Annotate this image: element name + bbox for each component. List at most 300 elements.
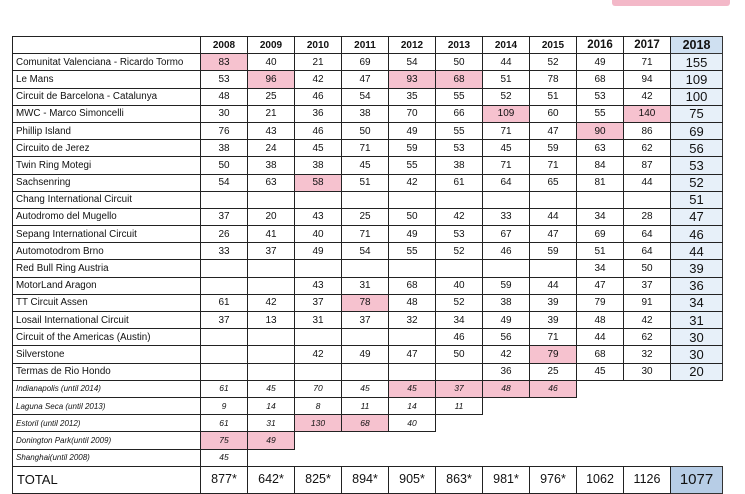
circuit-name: Le Mans (13, 71, 201, 88)
circuit-name: Silverstone (13, 346, 201, 363)
value-cell-2009: 96 (248, 71, 295, 88)
value-cell-2018: 34 (671, 294, 723, 311)
value-cell-2013: 55 (436, 88, 483, 105)
value-cell-2012: 68 (389, 277, 436, 294)
value-cell-2009: 41 (248, 226, 295, 243)
circuit-row (13, 71, 723, 88)
circuit-row (13, 329, 723, 346)
value-cell-2009 (248, 277, 295, 294)
value-cell-2009: 20 (248, 208, 295, 225)
empty-cell (530, 415, 577, 432)
total-cell-2014: 981* (483, 466, 530, 493)
circuit-row (13, 277, 723, 294)
empty-cell (671, 415, 723, 432)
value-cell-2017: 87 (624, 157, 671, 174)
circuit-name: Termas de Rio Hondo (13, 363, 201, 380)
value-cell-2015: 25 (530, 363, 577, 380)
value-cell-2008: 45 (201, 449, 248, 466)
value-cell-2011: 68 (342, 415, 389, 432)
value-cell-2014: 59 (483, 277, 530, 294)
value-cell-2012: 55 (389, 243, 436, 260)
value-cell-2015 (530, 260, 577, 277)
value-cell-2010: 46 (295, 122, 342, 139)
value-cell-2010: 37 (295, 294, 342, 311)
circuit-name: Autodromo del Mugello (13, 208, 201, 225)
value-cell-2012: 50 (389, 208, 436, 225)
value-cell-2011: 38 (342, 105, 389, 122)
circuit-name: Circuit de Barcelona - Catalunya (13, 88, 201, 105)
value-cell-2009: 42 (248, 294, 295, 311)
value-cell-2012: 49 (389, 226, 436, 243)
total-cell-2008: 877* (201, 466, 248, 493)
value-cell-2008: 48 (201, 88, 248, 105)
value-cell-2014: 71 (483, 122, 530, 139)
value-cell-2008: 76 (201, 122, 248, 139)
value-cell-2017: 91 (624, 294, 671, 311)
value-cell-2012 (389, 260, 436, 277)
value-cell-2016: 68 (577, 71, 624, 88)
value-cell-2009: 21 (248, 105, 295, 122)
circuit-row (13, 122, 723, 139)
value-cell-2011: 47 (342, 71, 389, 88)
value-cell-2014: 67 (483, 226, 530, 243)
value-cell-2009: 38 (248, 157, 295, 174)
empty-cell (671, 397, 723, 414)
value-cell-2012: 40 (389, 415, 436, 432)
value-cell-2011: 45 (342, 380, 389, 397)
total-cell-2016: 1062 (577, 466, 624, 493)
value-cell-2010: 70 (295, 380, 342, 397)
value-cell-2018: 100 (671, 88, 723, 105)
total-cell-2011: 894* (342, 466, 389, 493)
circuit-name: Red Bull Ring Austria (13, 260, 201, 277)
value-cell-2016: 84 (577, 157, 624, 174)
circuit-row (13, 208, 723, 225)
value-cell-2016: 48 (577, 312, 624, 329)
value-cell-2011: 50 (342, 122, 389, 139)
value-cell-2011 (342, 363, 389, 380)
value-cell-2014: 38 (483, 294, 530, 311)
year-header-2016: 2016 (577, 37, 624, 54)
value-cell-2016: 55 (577, 105, 624, 122)
value-cell-2012: 35 (389, 88, 436, 105)
value-cell-2015: 47 (530, 226, 577, 243)
value-cell-2008: 53 (201, 71, 248, 88)
empty-cell (671, 380, 723, 397)
value-cell-2018: 20 (671, 363, 723, 380)
total-cell-2010: 825* (295, 466, 342, 493)
value-cell-2008: 9 (201, 397, 248, 414)
value-cell-2010: 36 (295, 105, 342, 122)
value-cell-2008: 33 (201, 243, 248, 260)
value-cell-2009 (248, 363, 295, 380)
value-cell-2010 (295, 191, 342, 208)
value-cell-2016: 51 (577, 243, 624, 260)
empty-cell (342, 449, 389, 466)
empty-cell (624, 449, 671, 466)
circuit-name: Twin Ring Motegi (13, 157, 201, 174)
value-cell-2010 (295, 260, 342, 277)
empty-cell (436, 432, 483, 449)
historic-circuit-row (13, 415, 723, 432)
value-cell-2009 (248, 329, 295, 346)
value-cell-2008 (201, 191, 248, 208)
value-cell-2017 (624, 191, 671, 208)
value-cell-2008: 30 (201, 105, 248, 122)
circuit-name: MotorLand Aragon (13, 277, 201, 294)
value-cell-2009: 63 (248, 174, 295, 191)
circuit-name: Automotodrom Brno (13, 243, 201, 260)
year-header-row (13, 37, 723, 54)
value-cell-2008: 61 (201, 415, 248, 432)
value-cell-2010: 43 (295, 208, 342, 225)
value-cell-2008: 37 (201, 208, 248, 225)
circuit-name: Phillip Island (13, 122, 201, 139)
value-cell-2017: 64 (624, 243, 671, 260)
circuit-row (13, 346, 723, 363)
value-cell-2013: 66 (436, 105, 483, 122)
year-header-2012: 2012 (389, 37, 436, 54)
value-cell-2010: 31 (295, 312, 342, 329)
value-cell-2010: 45 (295, 140, 342, 157)
circuit-name: Donington Park(until 2009) (13, 432, 201, 449)
value-cell-2017: 64 (624, 226, 671, 243)
value-cell-2008: 38 (201, 140, 248, 157)
value-cell-2014: 64 (483, 174, 530, 191)
empty-cell (483, 415, 530, 432)
circuit-attendance-table (12, 36, 723, 494)
value-cell-2011: 37 (342, 312, 389, 329)
empty-cell (483, 432, 530, 449)
value-cell-2010: 42 (295, 71, 342, 88)
empty-cell (577, 397, 624, 414)
value-cell-2011: 78 (342, 294, 389, 311)
circuit-row (13, 140, 723, 157)
value-cell-2014: 51 (483, 71, 530, 88)
empty-cell (671, 432, 723, 449)
value-cell-2010: 43 (295, 277, 342, 294)
empty-cell (436, 415, 483, 432)
value-cell-2015: 79 (530, 346, 577, 363)
total-cell-2013: 863* (436, 466, 483, 493)
value-cell-2011: 54 (342, 88, 389, 105)
value-cell-2011: 49 (342, 346, 389, 363)
value-cell-2017: 28 (624, 208, 671, 225)
empty-cell (624, 432, 671, 449)
empty-cell (389, 449, 436, 466)
value-cell-2015: 39 (530, 294, 577, 311)
value-cell-2018: 36 (671, 277, 723, 294)
value-cell-2018: 39 (671, 260, 723, 277)
value-cell-2010: 49 (295, 243, 342, 260)
value-cell-2014: 36 (483, 363, 530, 380)
circuit-name: Circuit of the Americas (Austin) (13, 329, 201, 346)
value-cell-2015: 52 (530, 54, 577, 71)
value-cell-2013 (436, 191, 483, 208)
value-cell-2009: 25 (248, 88, 295, 105)
value-cell-2013: 42 (436, 208, 483, 225)
value-cell-2016: 53 (577, 88, 624, 105)
empty-cell (389, 432, 436, 449)
value-cell-2017: 94 (624, 71, 671, 88)
value-cell-2018: 31 (671, 312, 723, 329)
value-cell-2013: 52 (436, 294, 483, 311)
value-cell-2011: 71 (342, 226, 389, 243)
value-cell-2011: 11 (342, 397, 389, 414)
value-cell-2009: 40 (248, 54, 295, 71)
value-cell-2016 (577, 191, 624, 208)
total-label: TOTAL (13, 466, 201, 493)
value-cell-2014: 71 (483, 157, 530, 174)
value-cell-2008: 61 (201, 380, 248, 397)
empty-cell (624, 380, 671, 397)
header-corner (13, 37, 201, 54)
year-header-2017: 2017 (624, 37, 671, 54)
circuit-name: Losail International Circuit (13, 312, 201, 329)
value-cell-2018: 44 (671, 243, 723, 260)
value-cell-2011 (342, 191, 389, 208)
value-cell-2012: 45 (389, 380, 436, 397)
circuit-name: Comunitat Valenciana - Ricardo Tormo (13, 54, 201, 71)
value-cell-2017: 37 (624, 277, 671, 294)
year-header-2013: 2013 (436, 37, 483, 54)
value-cell-2012 (389, 329, 436, 346)
value-cell-2016: 69 (577, 226, 624, 243)
value-cell-2012 (389, 363, 436, 380)
circuit-name: MWC - Marco Simoncelli (13, 105, 201, 122)
year-header-2008: 2008 (201, 37, 248, 54)
value-cell-2018: 52 (671, 174, 723, 191)
value-cell-2013 (436, 260, 483, 277)
value-cell-2015: 59 (530, 243, 577, 260)
top-accent-bar (612, 0, 730, 6)
value-cell-2015: 39 (530, 312, 577, 329)
circuit-name: Chang International Circuit (13, 191, 201, 208)
value-cell-2016: 34 (577, 208, 624, 225)
value-cell-2014: 109 (483, 105, 530, 122)
value-cell-2015: 44 (530, 277, 577, 294)
value-cell-2014 (483, 191, 530, 208)
value-cell-2015: 46 (530, 380, 577, 397)
circuit-name: Circuito de Jerez (13, 140, 201, 157)
value-cell-2011: 45 (342, 157, 389, 174)
value-cell-2013: 37 (436, 380, 483, 397)
value-cell-2009: 49 (248, 432, 295, 449)
empty-cell (671, 449, 723, 466)
value-cell-2018: 51 (671, 191, 723, 208)
value-cell-2013: 34 (436, 312, 483, 329)
value-cell-2015: 60 (530, 105, 577, 122)
value-cell-2013: 11 (436, 397, 483, 414)
value-cell-2017: 42 (624, 312, 671, 329)
value-cell-2018: 75 (671, 105, 723, 122)
value-cell-2011: 31 (342, 277, 389, 294)
value-cell-2018: 53 (671, 157, 723, 174)
value-cell-2008 (201, 346, 248, 363)
value-cell-2016: 47 (577, 277, 624, 294)
value-cell-2009: 14 (248, 397, 295, 414)
year-header-2018: 2018 (671, 37, 723, 54)
value-cell-2014: 46 (483, 243, 530, 260)
value-cell-2017: 44 (624, 174, 671, 191)
circuit-row (13, 260, 723, 277)
value-cell-2014 (483, 260, 530, 277)
empty-cell (624, 415, 671, 432)
value-cell-2008: 37 (201, 312, 248, 329)
value-cell-2008: 83 (201, 54, 248, 71)
circuit-row (13, 191, 723, 208)
value-cell-2013: 38 (436, 157, 483, 174)
empty-cell (577, 449, 624, 466)
total-cell-2018: 1077 (671, 466, 723, 493)
value-cell-2015: 44 (530, 208, 577, 225)
circuit-name: Laguna Seca (until 2013) (13, 397, 201, 414)
historic-circuit-row (13, 449, 723, 466)
empty-cell (530, 449, 577, 466)
value-cell-2018: 69 (671, 122, 723, 139)
value-cell-2013: 46 (436, 329, 483, 346)
value-cell-2010: 130 (295, 415, 342, 432)
value-cell-2009: 31 (248, 415, 295, 432)
value-cell-2013: 50 (436, 346, 483, 363)
circuit-row (13, 294, 723, 311)
empty-cell (436, 449, 483, 466)
historic-circuit-row (13, 380, 723, 397)
empty-cell (248, 449, 295, 466)
value-cell-2012: 54 (389, 54, 436, 71)
value-cell-2018: 155 (671, 54, 723, 71)
empty-cell (530, 397, 577, 414)
value-cell-2009 (248, 260, 295, 277)
value-cell-2010: 46 (295, 88, 342, 105)
year-header-2014: 2014 (483, 37, 530, 54)
value-cell-2008: 75 (201, 432, 248, 449)
value-cell-2010 (295, 329, 342, 346)
value-cell-2008 (201, 329, 248, 346)
value-cell-2008: 54 (201, 174, 248, 191)
value-cell-2014: 48 (483, 380, 530, 397)
value-cell-2010: 38 (295, 157, 342, 174)
empty-cell (577, 380, 624, 397)
empty-cell (577, 432, 624, 449)
year-header-2010: 2010 (295, 37, 342, 54)
value-cell-2013: 53 (436, 140, 483, 157)
value-cell-2018: 56 (671, 140, 723, 157)
circuit-row (13, 105, 723, 122)
value-cell-2016: 63 (577, 140, 624, 157)
total-cell-2017: 1126 (624, 466, 671, 493)
value-cell-2013: 52 (436, 243, 483, 260)
value-cell-2013: 40 (436, 277, 483, 294)
value-cell-2018: 30 (671, 346, 723, 363)
value-cell-2009: 43 (248, 122, 295, 139)
value-cell-2016: 49 (577, 54, 624, 71)
value-cell-2013: 53 (436, 226, 483, 243)
circuit-row (13, 88, 723, 105)
total-row (13, 466, 723, 493)
value-cell-2014: 49 (483, 312, 530, 329)
value-cell-2010: 21 (295, 54, 342, 71)
value-cell-2015 (530, 191, 577, 208)
value-cell-2008: 61 (201, 294, 248, 311)
value-cell-2011 (342, 260, 389, 277)
value-cell-2014: 33 (483, 208, 530, 225)
value-cell-2010: 40 (295, 226, 342, 243)
value-cell-2012: 48 (389, 294, 436, 311)
value-cell-2017: 42 (624, 88, 671, 105)
value-cell-2016: 44 (577, 329, 624, 346)
historic-circuit-row (13, 432, 723, 449)
value-cell-2011: 71 (342, 140, 389, 157)
value-cell-2009: 13 (248, 312, 295, 329)
value-cell-2012: 14 (389, 397, 436, 414)
empty-cell (530, 432, 577, 449)
value-cell-2017: 30 (624, 363, 671, 380)
circuit-name: Shanghai(until 2008) (13, 449, 201, 466)
value-cell-2015: 71 (530, 157, 577, 174)
historic-circuit-row (13, 397, 723, 414)
value-cell-2012: 32 (389, 312, 436, 329)
value-cell-2017: 32 (624, 346, 671, 363)
total-cell-2009: 642* (248, 466, 295, 493)
year-header-2015: 2015 (530, 37, 577, 54)
value-cell-2014: 42 (483, 346, 530, 363)
value-cell-2015: 59 (530, 140, 577, 157)
value-cell-2015: 65 (530, 174, 577, 191)
total-cell-2015: 976* (530, 466, 577, 493)
value-cell-2014: 56 (483, 329, 530, 346)
value-cell-2018: 30 (671, 329, 723, 346)
empty-cell (483, 397, 530, 414)
value-cell-2015: 71 (530, 329, 577, 346)
value-cell-2017: 140 (624, 105, 671, 122)
value-cell-2009: 24 (248, 140, 295, 157)
empty-cell (577, 415, 624, 432)
total-cell-2012: 905* (389, 466, 436, 493)
value-cell-2016: 90 (577, 122, 624, 139)
value-cell-2009: 45 (248, 380, 295, 397)
value-cell-2008: 50 (201, 157, 248, 174)
value-cell-2012: 55 (389, 157, 436, 174)
value-cell-2012: 59 (389, 140, 436, 157)
circuit-row (13, 243, 723, 260)
value-cell-2016: 79 (577, 294, 624, 311)
value-cell-2011: 54 (342, 243, 389, 260)
value-cell-2016: 34 (577, 260, 624, 277)
circuit-name: Sepang International Circuit (13, 226, 201, 243)
value-cell-2013: 68 (436, 71, 483, 88)
value-cell-2011: 69 (342, 54, 389, 71)
value-cell-2017: 62 (624, 140, 671, 157)
value-cell-2010: 58 (295, 174, 342, 191)
value-cell-2017: 71 (624, 54, 671, 71)
value-cell-2018: 109 (671, 71, 723, 88)
value-cell-2011 (342, 329, 389, 346)
value-cell-2011: 25 (342, 208, 389, 225)
value-cell-2016: 45 (577, 363, 624, 380)
value-cell-2010: 8 (295, 397, 342, 414)
circuit-row (13, 363, 723, 380)
value-cell-2016: 68 (577, 346, 624, 363)
value-cell-2012: 42 (389, 174, 436, 191)
circuit-row (13, 312, 723, 329)
value-cell-2017: 62 (624, 329, 671, 346)
circuit-row (13, 226, 723, 243)
year-header-2009: 2009 (248, 37, 295, 54)
circuit-row (13, 157, 723, 174)
value-cell-2018: 46 (671, 226, 723, 243)
value-cell-2016: 81 (577, 174, 624, 191)
